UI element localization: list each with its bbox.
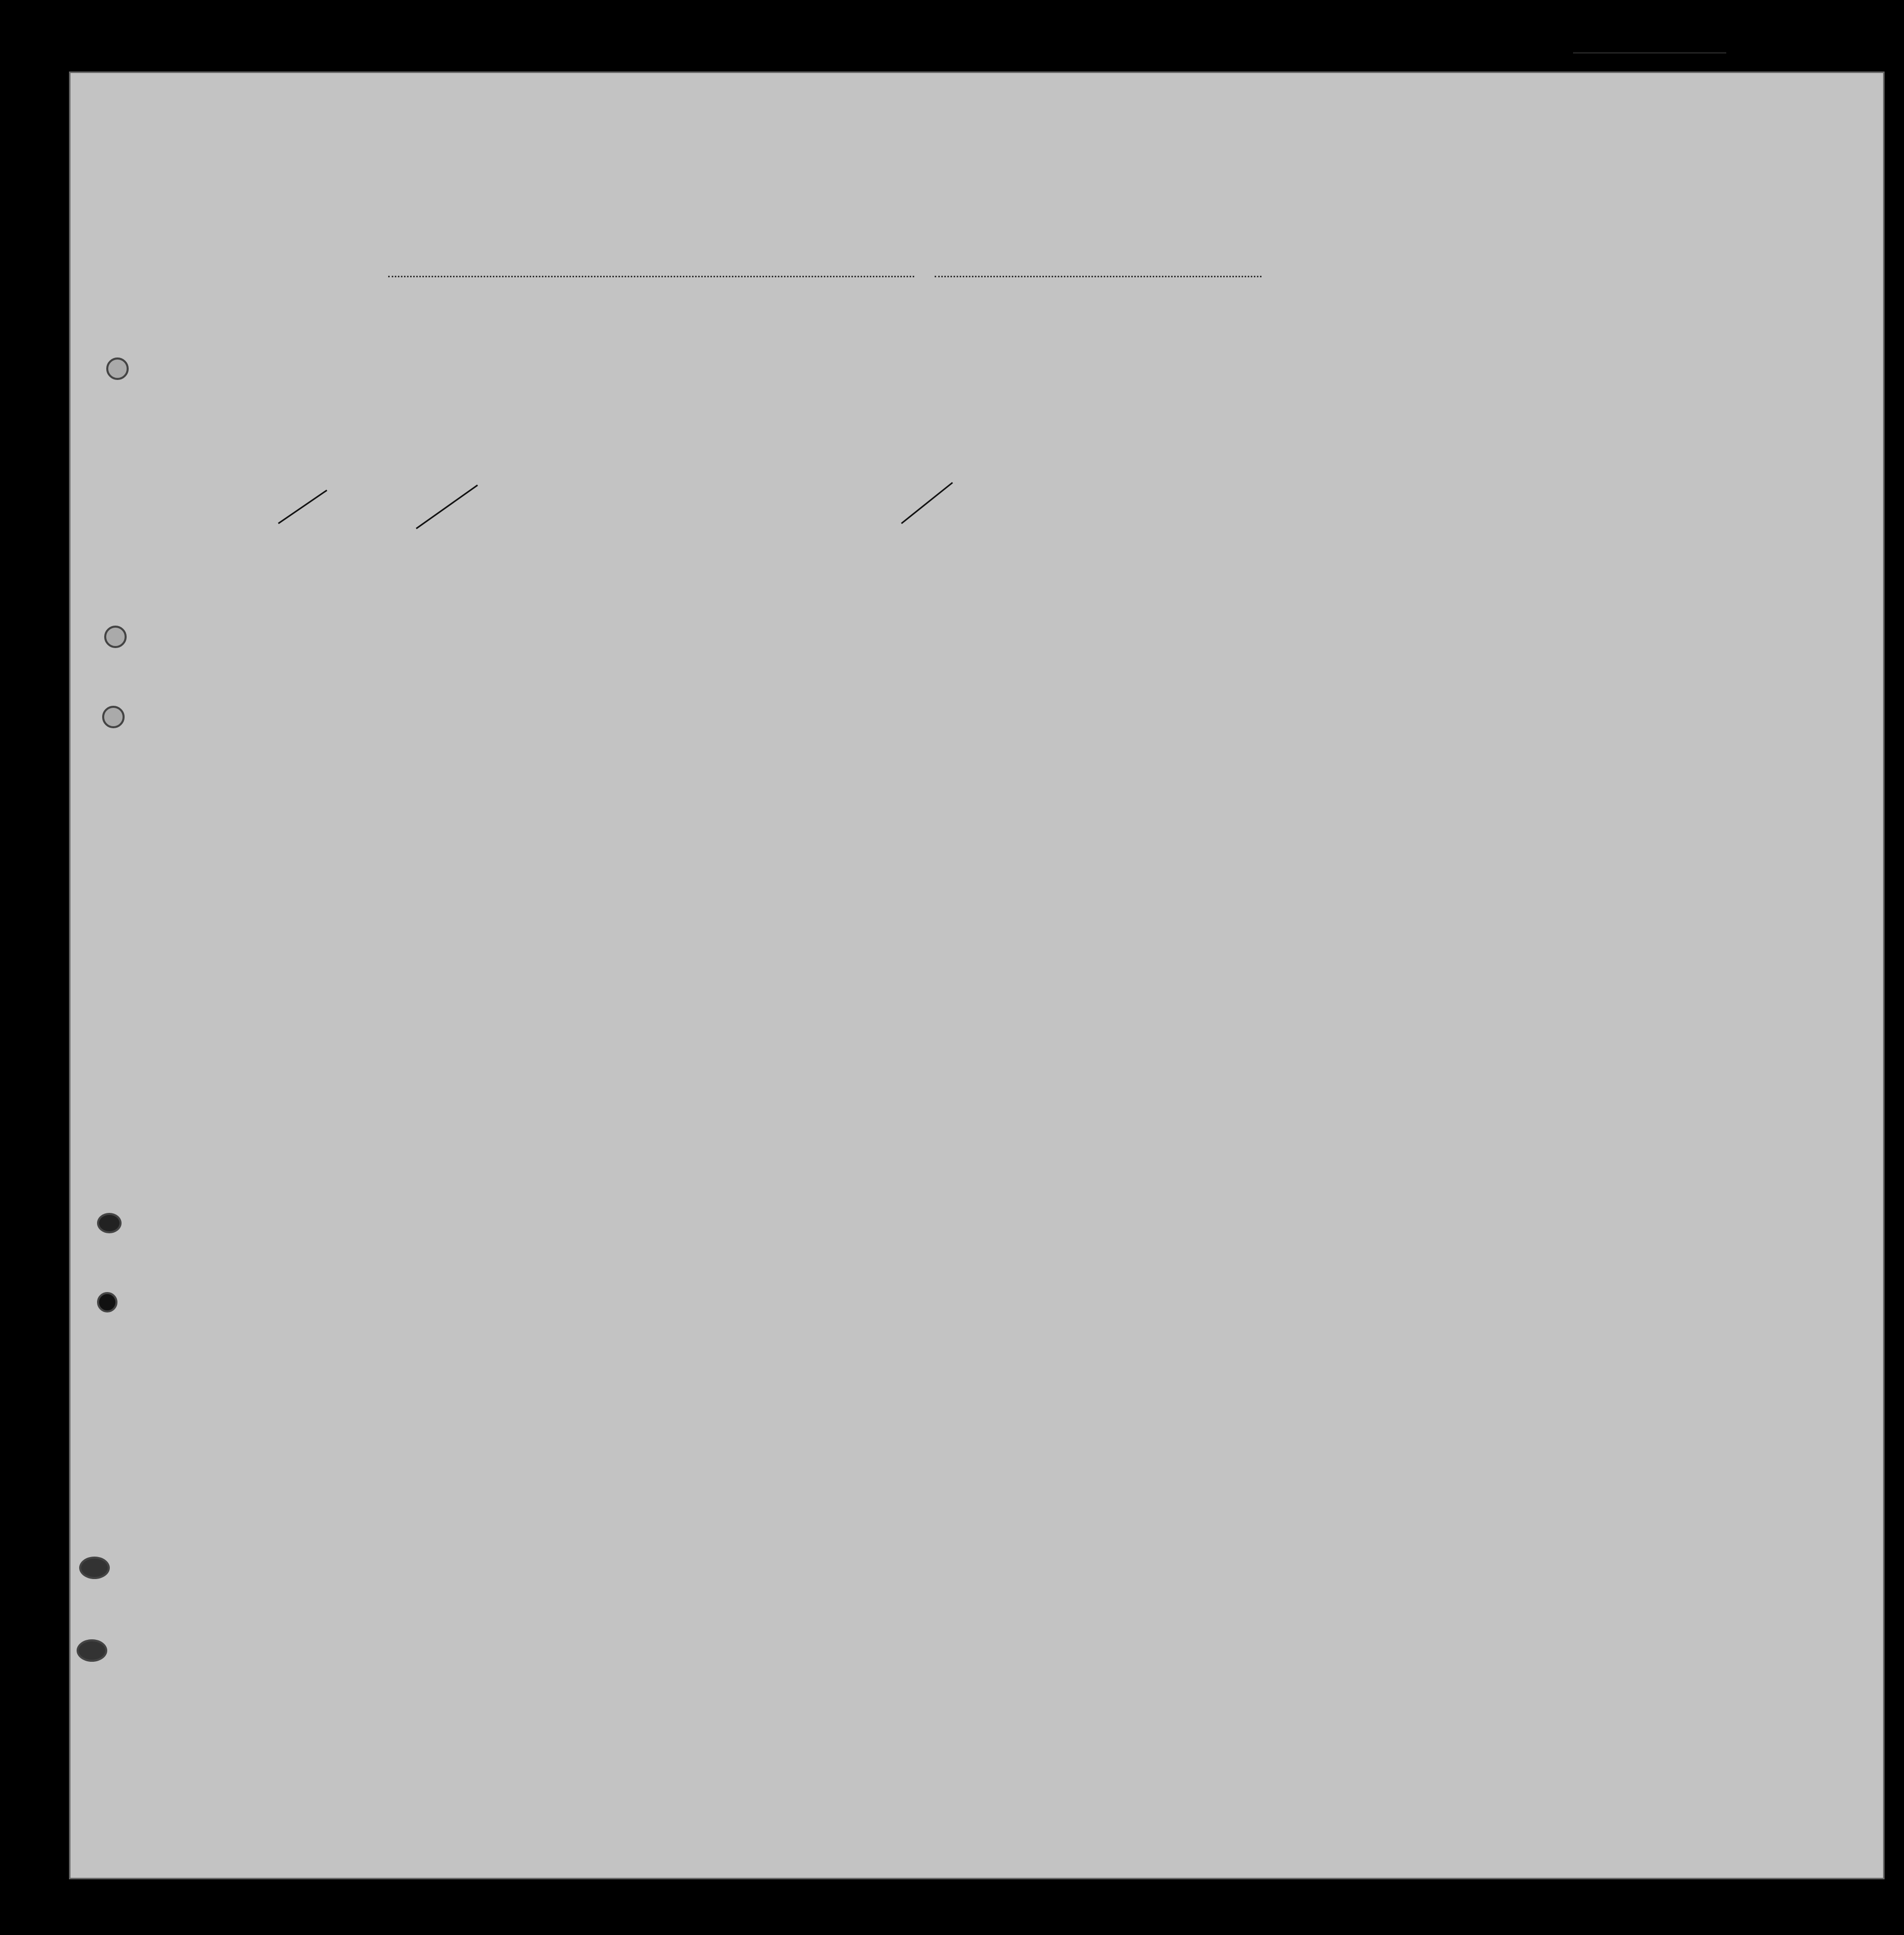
binder-hole (97, 1213, 122, 1233)
date-line (935, 276, 1262, 277)
manifest-sheet (69, 71, 1885, 1879)
binder-hole (106, 357, 129, 380)
check-mark (276, 488, 332, 529)
binder-hole (104, 626, 127, 648)
binder-hole (79, 1557, 110, 1579)
port-line (388, 276, 914, 277)
check-mark (414, 483, 480, 531)
binder-hole (102, 706, 125, 728)
list-underline (1573, 52, 1726, 54)
binder-hole (97, 1292, 117, 1312)
binder-hole (77, 1639, 107, 1662)
check-mark (899, 480, 955, 526)
